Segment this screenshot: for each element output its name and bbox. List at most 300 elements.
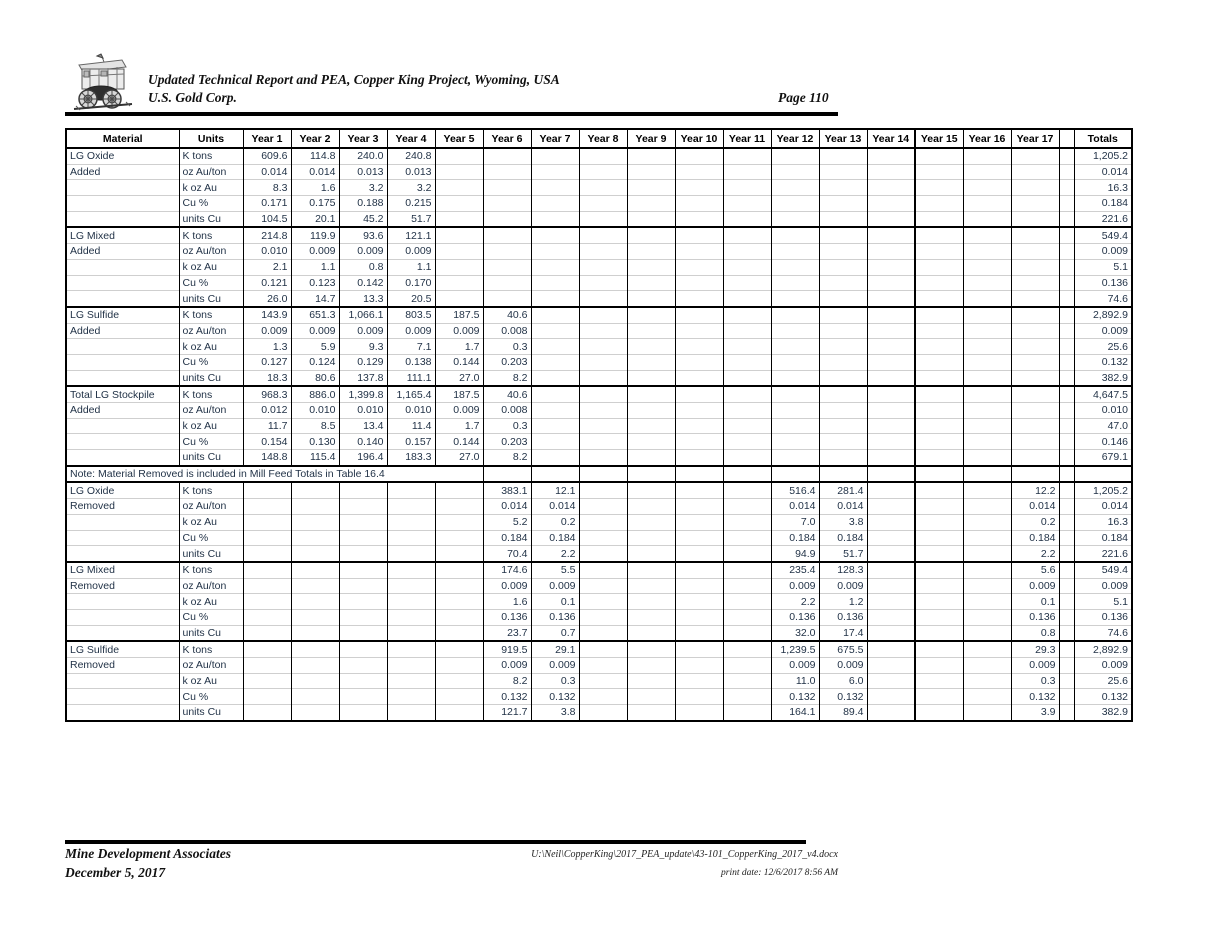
year-value-cell: 0.009	[291, 323, 339, 339]
year-value-cell	[339, 609, 387, 625]
year-value-cell	[867, 370, 915, 386]
year-value-cell	[1011, 466, 1059, 483]
year-value-cell	[435, 196, 483, 212]
units-cell: oz Au/ton	[179, 499, 243, 515]
year-value-cell	[1011, 180, 1059, 196]
material-cell	[66, 673, 179, 689]
year-value-cell	[771, 307, 819, 323]
year-value-cell	[291, 530, 339, 546]
material-cell: Removed	[66, 499, 179, 515]
table-row	[66, 339, 1132, 355]
year-value-cell: 0.142	[339, 275, 387, 291]
year-value-cell	[627, 689, 675, 705]
year-value-cell: 0.014	[819, 499, 867, 515]
year-value-cell: 115.4	[291, 450, 339, 466]
material-cell	[66, 625, 179, 641]
year-value-cell: 968.3	[243, 386, 291, 402]
year-value-cell: 0.009	[243, 323, 291, 339]
total-cell: 0.009	[1074, 244, 1132, 260]
year-value-cell: 0.170	[387, 275, 435, 291]
material-cell	[66, 370, 179, 386]
table-row	[66, 482, 1132, 498]
table-row	[66, 164, 1132, 180]
col-header: Year 10	[675, 129, 723, 148]
total-cell: 549.4	[1074, 562, 1132, 578]
table-row	[66, 244, 1132, 260]
spacer-cell	[1059, 499, 1074, 515]
year-value-cell	[243, 482, 291, 498]
year-value-cell: 128.3	[819, 562, 867, 578]
year-value-cell	[675, 196, 723, 212]
year-value-cell	[627, 434, 675, 450]
table-row	[66, 148, 1132, 164]
year-value-cell	[435, 499, 483, 515]
year-value-cell	[819, 244, 867, 260]
year-value-cell: 27.0	[435, 370, 483, 386]
year-value-cell	[723, 403, 771, 419]
year-value-cell	[675, 370, 723, 386]
year-value-cell	[723, 673, 771, 689]
year-value-cell: 8.3	[243, 180, 291, 196]
year-value-cell	[483, 164, 531, 180]
year-value-cell: 9.3	[339, 339, 387, 355]
year-value-cell	[627, 562, 675, 578]
year-value-cell	[531, 275, 579, 291]
year-value-cell	[915, 450, 963, 466]
year-value-cell	[915, 148, 963, 164]
spacer-cell	[1059, 291, 1074, 307]
year-value-cell: 0.136	[771, 609, 819, 625]
units-cell: Cu %	[179, 530, 243, 546]
footer-filepath: U:\Neil\CopperKing\2017_PEA_update\43-101_CopperKing_2017_v4.docx	[531, 849, 838, 860]
year-value-cell	[915, 244, 963, 260]
year-value-cell: 0.157	[387, 434, 435, 450]
spacer-cell	[1059, 578, 1074, 594]
year-value-cell	[675, 434, 723, 450]
year-value-cell	[675, 259, 723, 275]
year-value-cell	[915, 259, 963, 275]
material-cell	[66, 530, 179, 546]
year-value-cell	[579, 562, 627, 578]
year-value-cell: 121.7	[483, 705, 531, 721]
year-value-cell	[627, 259, 675, 275]
year-value-cell	[819, 450, 867, 466]
year-value-cell	[387, 594, 435, 610]
year-value-cell	[963, 339, 1011, 355]
total-cell: 25.6	[1074, 339, 1132, 355]
year-value-cell	[387, 658, 435, 674]
year-value-cell	[963, 466, 1011, 483]
year-value-cell	[723, 180, 771, 196]
material-cell: LG Mixed	[66, 562, 179, 578]
year-value-cell	[291, 641, 339, 657]
year-value-cell	[867, 625, 915, 641]
year-value-cell	[771, 244, 819, 260]
year-value-cell	[339, 499, 387, 515]
material-cell: LG Sulfide	[66, 307, 179, 323]
total-cell: 679.1	[1074, 450, 1132, 466]
year-value-cell	[771, 291, 819, 307]
units-cell: Cu %	[179, 196, 243, 212]
year-value-cell	[291, 689, 339, 705]
units-cell: k oz Au	[179, 180, 243, 196]
year-value-cell: 8.5	[291, 418, 339, 434]
year-value-cell: 0.132	[1011, 689, 1059, 705]
year-value-cell	[387, 689, 435, 705]
year-value-cell	[771, 148, 819, 164]
year-value-cell: 0.132	[771, 689, 819, 705]
year-value-cell: 0.129	[339, 354, 387, 370]
year-value-cell	[723, 196, 771, 212]
material-cell: LG Oxide	[66, 148, 179, 164]
year-value-cell: 0.014	[243, 164, 291, 180]
year-value-cell	[579, 370, 627, 386]
year-value-cell: 114.8	[291, 148, 339, 164]
year-value-cell	[531, 403, 579, 419]
year-value-cell	[675, 658, 723, 674]
total-cell: 0.009	[1074, 323, 1132, 339]
table-row	[66, 291, 1132, 307]
footer-printdate: print date: 12/6/2017 8:56 AM	[721, 868, 838, 878]
units-cell: k oz Au	[179, 514, 243, 530]
year-value-cell: 803.5	[387, 307, 435, 323]
year-value-cell	[435, 148, 483, 164]
total-cell: 0.009	[1074, 578, 1132, 594]
header-row	[66, 129, 1132, 148]
year-value-cell: 675.5	[819, 641, 867, 657]
year-value-cell	[435, 244, 483, 260]
year-value-cell	[579, 689, 627, 705]
year-value-cell	[915, 658, 963, 674]
col-header: Year 11	[723, 129, 771, 148]
year-value-cell	[915, 705, 963, 721]
year-value-cell	[531, 227, 579, 243]
year-value-cell	[819, 180, 867, 196]
year-value-cell	[531, 291, 579, 307]
year-value-cell	[819, 196, 867, 212]
year-value-cell: 13.4	[339, 418, 387, 434]
year-value-cell	[915, 370, 963, 386]
year-value-cell: 29.3	[1011, 641, 1059, 657]
year-value-cell	[675, 499, 723, 515]
year-value-cell	[243, 514, 291, 530]
total-cell: 0.132	[1074, 354, 1132, 370]
total-cell: 2,892.9	[1074, 641, 1132, 657]
year-value-cell	[531, 434, 579, 450]
year-value-cell	[867, 148, 915, 164]
year-value-cell: 0.009	[435, 323, 483, 339]
year-value-cell: 187.5	[435, 307, 483, 323]
year-value-cell	[723, 450, 771, 466]
year-value-cell	[435, 180, 483, 196]
material-cell	[66, 546, 179, 562]
year-value-cell	[867, 164, 915, 180]
year-value-cell	[483, 275, 531, 291]
year-value-cell	[963, 354, 1011, 370]
year-value-cell	[915, 514, 963, 530]
year-value-cell	[627, 546, 675, 562]
spacer-cell	[1059, 530, 1074, 546]
table-row	[66, 641, 1132, 657]
year-value-cell	[435, 625, 483, 641]
year-value-cell: 0.130	[291, 434, 339, 450]
year-value-cell	[531, 466, 579, 483]
year-value-cell	[435, 689, 483, 705]
year-value-cell: 0.010	[291, 403, 339, 419]
year-value-cell	[675, 164, 723, 180]
year-value-cell	[1011, 323, 1059, 339]
year-value-cell	[723, 609, 771, 625]
year-value-cell: 1.1	[387, 259, 435, 275]
year-value-cell	[915, 196, 963, 212]
year-value-cell	[723, 370, 771, 386]
year-value-cell: 0.132	[483, 689, 531, 705]
year-value-cell	[531, 244, 579, 260]
year-value-cell	[627, 370, 675, 386]
col-header: Year 7	[531, 129, 579, 148]
year-value-cell	[915, 546, 963, 562]
year-value-cell	[867, 196, 915, 212]
year-value-cell	[291, 625, 339, 641]
year-value-cell	[243, 594, 291, 610]
year-value-cell: 0.144	[435, 434, 483, 450]
year-value-cell	[963, 180, 1011, 196]
year-value-cell	[675, 227, 723, 243]
year-value-cell	[675, 482, 723, 498]
year-value-cell: 0.009	[1011, 658, 1059, 674]
units-cell: oz Au/ton	[179, 658, 243, 674]
year-value-cell	[915, 275, 963, 291]
year-value-cell: 5.2	[483, 514, 531, 530]
total-cell: 74.6	[1074, 625, 1132, 641]
year-value-cell: 2.2	[1011, 546, 1059, 562]
year-value-cell	[771, 227, 819, 243]
year-value-cell	[723, 482, 771, 498]
year-value-cell	[579, 339, 627, 355]
year-value-cell	[723, 689, 771, 705]
total-cell: 16.3	[1074, 514, 1132, 530]
year-value-cell: 8.2	[483, 673, 531, 689]
year-value-cell	[723, 434, 771, 450]
year-value-cell	[1011, 164, 1059, 180]
year-value-cell: 516.4	[771, 482, 819, 498]
year-value-cell	[579, 466, 627, 483]
year-value-cell	[963, 546, 1011, 562]
year-value-cell	[435, 164, 483, 180]
year-value-cell: 240.8	[387, 148, 435, 164]
year-value-cell	[963, 562, 1011, 578]
year-value-cell	[291, 594, 339, 610]
material-cell: LG Mixed	[66, 227, 179, 243]
year-value-cell	[723, 339, 771, 355]
year-value-cell: 886.0	[291, 386, 339, 402]
year-value-cell	[579, 403, 627, 419]
year-value-cell: 0.136	[483, 609, 531, 625]
year-value-cell: 0.184	[771, 530, 819, 546]
year-value-cell	[915, 354, 963, 370]
col-header: Year 9	[627, 129, 675, 148]
year-value-cell	[579, 164, 627, 180]
material-cell	[66, 434, 179, 450]
year-value-cell	[531, 180, 579, 196]
year-value-cell	[963, 275, 1011, 291]
year-value-cell	[627, 641, 675, 657]
table-row	[66, 499, 1132, 515]
col-header: Totals	[1074, 129, 1132, 148]
year-value-cell: 0.2	[531, 514, 579, 530]
year-value-cell: 0.013	[339, 164, 387, 180]
year-value-cell: 23.7	[483, 625, 531, 641]
year-value-cell: 0.144	[435, 354, 483, 370]
table-row	[66, 275, 1132, 291]
stockpile-table	[65, 128, 1133, 722]
year-value-cell: 0.132	[819, 689, 867, 705]
year-value-cell	[819, 466, 867, 483]
year-value-cell	[435, 227, 483, 243]
table-row	[66, 323, 1132, 339]
total-cell: 0.010	[1074, 403, 1132, 419]
year-value-cell: 0.010	[243, 244, 291, 260]
year-value-cell	[531, 148, 579, 164]
col-header: Year 4	[387, 129, 435, 148]
year-value-cell	[627, 482, 675, 498]
year-value-cell	[579, 418, 627, 434]
year-value-cell	[579, 625, 627, 641]
year-value-cell: 3.9	[1011, 705, 1059, 721]
year-value-cell	[675, 339, 723, 355]
year-value-cell	[771, 339, 819, 355]
year-value-cell: 0.136	[531, 609, 579, 625]
year-value-cell: 12.2	[1011, 482, 1059, 498]
material-cell	[66, 609, 179, 625]
header-rule	[65, 112, 838, 116]
year-value-cell	[771, 386, 819, 402]
year-value-cell	[1011, 275, 1059, 291]
year-value-cell	[579, 307, 627, 323]
year-value-cell	[531, 386, 579, 402]
year-value-cell	[483, 244, 531, 260]
year-value-cell	[963, 530, 1011, 546]
year-value-cell	[531, 323, 579, 339]
year-value-cell	[291, 546, 339, 562]
year-value-cell: 3.8	[819, 514, 867, 530]
year-value-cell	[627, 386, 675, 402]
year-value-cell: 70.4	[483, 546, 531, 562]
year-value-cell: 0.136	[819, 609, 867, 625]
units-cell: K tons	[179, 562, 243, 578]
year-value-cell	[963, 578, 1011, 594]
year-value-cell	[867, 259, 915, 275]
year-value-cell	[819, 211, 867, 227]
year-value-cell	[963, 514, 1011, 530]
year-value-cell	[819, 164, 867, 180]
year-value-cell	[915, 339, 963, 355]
year-value-cell	[963, 291, 1011, 307]
year-value-cell	[819, 403, 867, 419]
year-value-cell	[723, 307, 771, 323]
year-value-cell: 0.010	[339, 403, 387, 419]
year-value-cell	[435, 658, 483, 674]
year-value-cell	[867, 658, 915, 674]
year-value-cell	[723, 562, 771, 578]
material-cell	[66, 705, 179, 721]
year-value-cell: 1,399.8	[339, 386, 387, 402]
col-header: Material	[66, 129, 179, 148]
spacer-cell	[1059, 354, 1074, 370]
spacer-cell	[1059, 450, 1074, 466]
year-value-cell	[723, 227, 771, 243]
units-cell: units Cu	[179, 291, 243, 307]
year-value-cell	[627, 164, 675, 180]
year-value-cell: 17.4	[819, 625, 867, 641]
year-value-cell	[867, 562, 915, 578]
year-value-cell: 0.171	[243, 196, 291, 212]
col-header: Year 8	[579, 129, 627, 148]
total-cell	[1074, 466, 1132, 483]
year-value-cell	[291, 705, 339, 721]
year-value-cell	[243, 609, 291, 625]
units-cell: oz Au/ton	[179, 164, 243, 180]
footer-company: Mine Development Associates	[65, 846, 231, 861]
spacer-cell	[1059, 689, 1074, 705]
units-cell: Cu %	[179, 609, 243, 625]
year-value-cell	[627, 499, 675, 515]
table-row	[66, 196, 1132, 212]
year-value-cell	[1011, 450, 1059, 466]
col-header: Year 13	[819, 129, 867, 148]
year-value-cell	[963, 689, 1011, 705]
year-value-cell	[723, 466, 771, 483]
year-value-cell: 14.7	[291, 291, 339, 307]
table-row	[66, 386, 1132, 402]
year-value-cell	[627, 530, 675, 546]
year-value-cell	[579, 259, 627, 275]
year-value-cell	[387, 578, 435, 594]
total-cell: 0.146	[1074, 434, 1132, 450]
year-value-cell	[387, 609, 435, 625]
year-value-cell	[1011, 259, 1059, 275]
year-value-cell	[867, 211, 915, 227]
year-value-cell: 235.4	[771, 562, 819, 578]
year-value-cell: 20.5	[387, 291, 435, 307]
year-value-cell: 0.014	[483, 499, 531, 515]
material-cell: LG Oxide	[66, 482, 179, 498]
year-value-cell	[339, 689, 387, 705]
year-value-cell	[435, 259, 483, 275]
total-cell: 47.0	[1074, 418, 1132, 434]
units-cell: K tons	[179, 386, 243, 402]
table-row	[66, 562, 1132, 578]
year-value-cell: 0.188	[339, 196, 387, 212]
year-value-cell	[627, 625, 675, 641]
material-cell: LG Sulfide	[66, 641, 179, 657]
year-value-cell	[627, 578, 675, 594]
year-value-cell	[627, 307, 675, 323]
col-header: Year 3	[339, 129, 387, 148]
year-value-cell	[915, 641, 963, 657]
table-row	[66, 609, 1132, 625]
year-value-cell	[627, 450, 675, 466]
year-value-cell	[531, 307, 579, 323]
year-value-cell	[963, 705, 1011, 721]
year-value-cell	[579, 180, 627, 196]
year-value-cell: 0.123	[291, 275, 339, 291]
year-value-cell: 1.6	[291, 180, 339, 196]
year-value-cell	[243, 641, 291, 657]
year-value-cell: 0.184	[483, 530, 531, 546]
year-value-cell	[1011, 307, 1059, 323]
year-value-cell	[1011, 386, 1059, 402]
